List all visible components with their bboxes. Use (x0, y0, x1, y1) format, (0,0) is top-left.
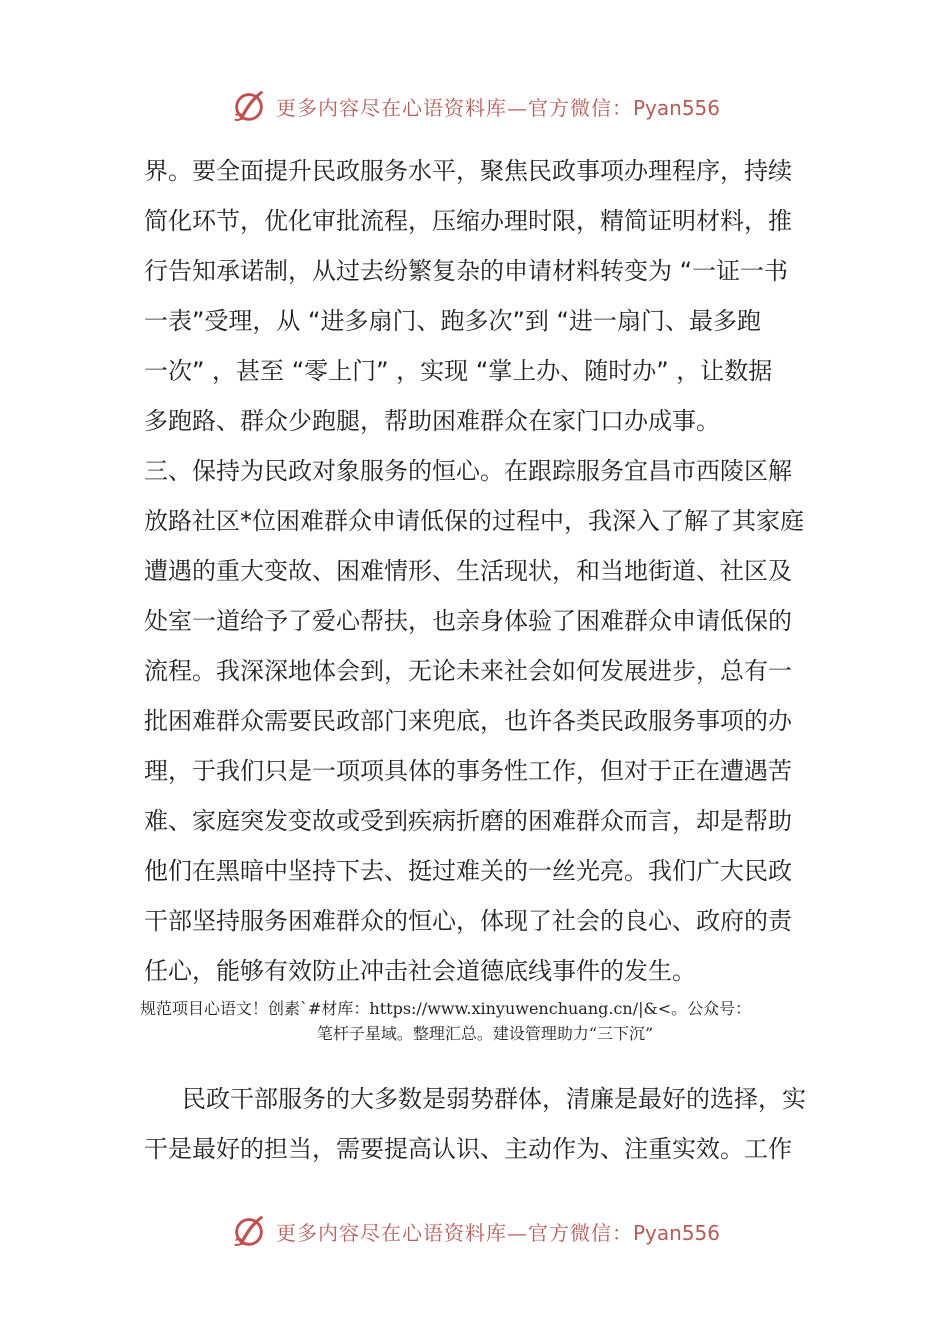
text-line: 一表”受理，从 “进多扇门、跑多次”到 “进一扇门、最多跑 (144, 307, 761, 335)
notice-line-1: 规范项目心语文！创素`#材库：https://www.xinyuwenchuang.cn/|&<。公众号： (140, 999, 752, 1018)
text-line: 干是最好的担当，需要提高认识、主动作为、注重实效。工作 (144, 1135, 792, 1163)
notice-line-2: 笔杆子星域。整理汇总。建设管理助力“三下沉” (316, 1024, 654, 1043)
text-line: 流程。我深深地体会到，无论未来社会如何发展进步，总有一 (144, 657, 792, 685)
footer-text: 更多内容尽在心语资料库—官方微信：Pyan556 (275, 1220, 720, 1245)
text-line: 一次” ，甚至 “零上门” ，实现 “掌上办、随时办” ，让数据 (144, 357, 773, 385)
text-line: 批困难群众需要民政部门来兜底，也许各类民政服务事项的办 (144, 707, 792, 735)
text-line: 遭遇的重大变故、困难情形、生活现状，和当地街道、社区及 (144, 557, 792, 585)
wechat-id: Pyan556 (632, 95, 720, 120)
text-line: 理，于我们只是一项项具体的事务性工作，但对于正在遭遇苦 (144, 757, 792, 785)
text-line: 三、保持为民政对象服务的恒心。在跟踪服务宜昌市西陵区解 (144, 457, 792, 485)
quill-logo-icon (230, 87, 268, 125)
source-notice (140, 996, 830, 1046)
header-text: 更多内容尽在心语资料库—官方微信：Pyan556 (275, 95, 720, 120)
text-line: 多跑路、群众少跑腿，帮助困难群众在家门口办成事。 (144, 407, 720, 435)
wechat-id: Pyan556 (632, 1220, 720, 1245)
text-line: 处室一道给予了爱心帮扶，也亲身体验了困难群众申请低保的 (144, 607, 792, 635)
quill-logo-icon (230, 1212, 268, 1250)
footer-banner (0, 1209, 950, 1253)
text-line: 界。要全面提升民政服务水平，聚焦民政事项办理程序，持续 (144, 157, 792, 185)
text-line: 行告知承诺制，从过去纷繁复杂的申请材料转变为 “一证一书 (144, 257, 789, 285)
body-paragraph-2 (144, 1074, 824, 1174)
header-banner (0, 84, 950, 128)
text-line: 民政干部服务的大多数是弱势群体，清廉是最好的选择，实 (182, 1085, 806, 1113)
text-line: 简化环节，优化审批流程，压缩办理时限，精简证明材料，推 (144, 207, 792, 235)
text-line: 放路社区*位困难群众申请低保的过程中，我深入了解了其家庭 (144, 507, 804, 535)
text-line: 他们在黑暗中坚持下去、挺过难关的一丝光亮。我们广大民政 (144, 857, 792, 885)
body-paragraphs (144, 146, 824, 996)
text-line: 任心，能够有效防止冲击社会道德底线事件的发生。 (144, 957, 696, 985)
text-line: 难、家庭突发变故或受到疾病折磨的困难群众而言，却是帮助 (144, 807, 792, 835)
text-line: 干部坚持服务困难群众的恒心，体现了社会的良心、政府的责 (144, 907, 792, 935)
